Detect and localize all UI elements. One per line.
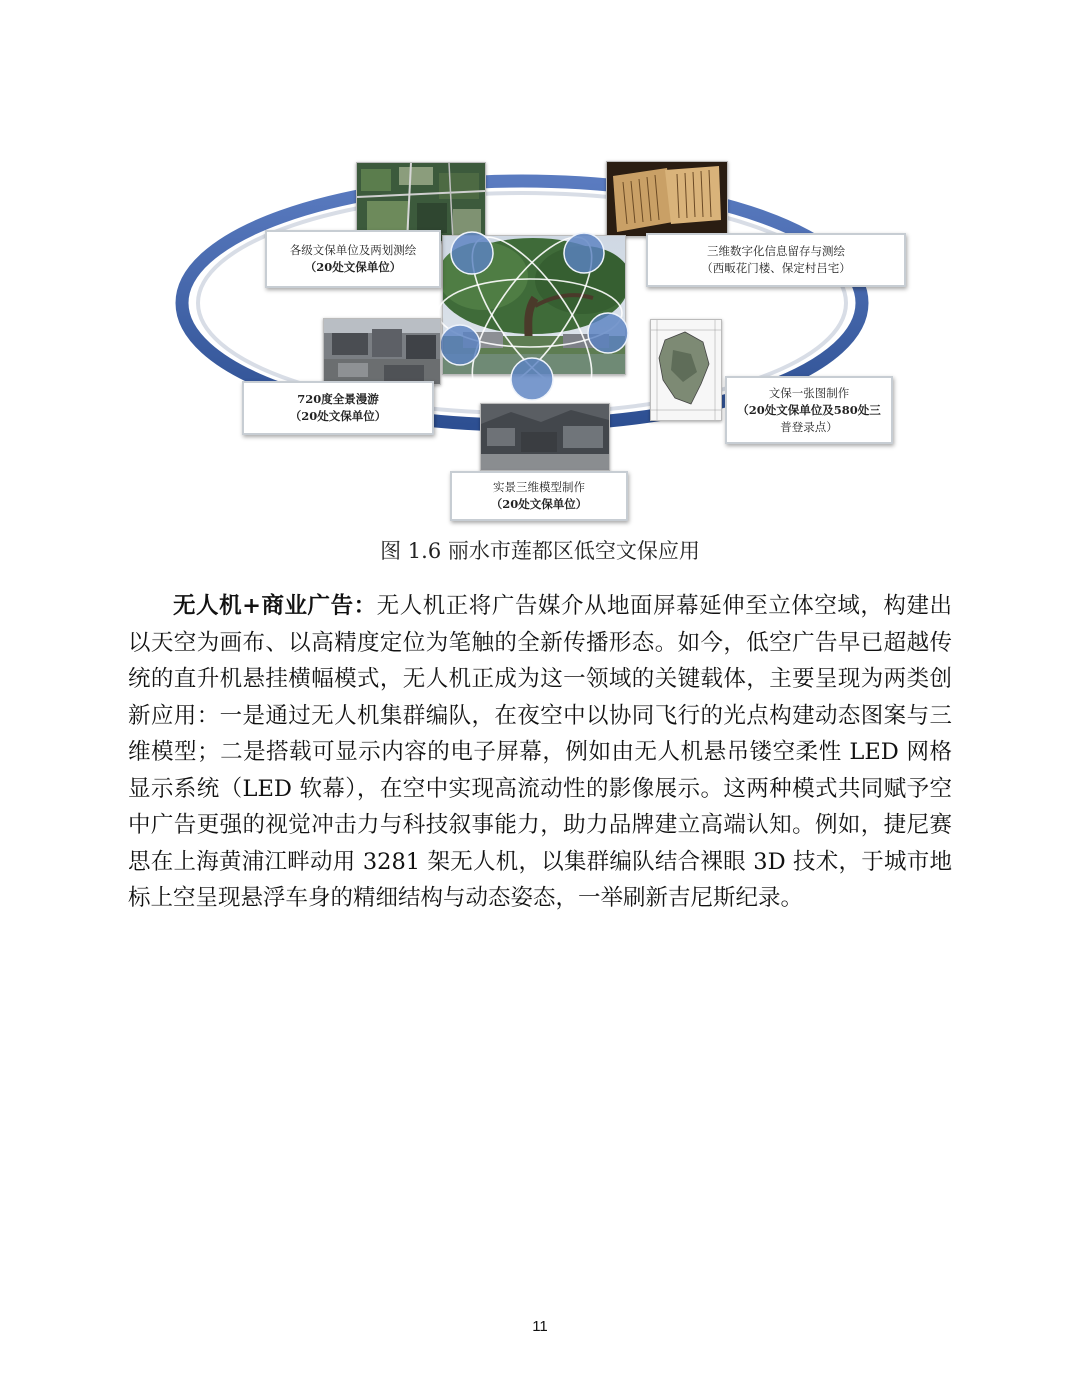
label-3d-model-line1: 实景三维模型制作 <box>493 480 585 494</box>
label-3d-digital <box>646 233 906 287</box>
label-3d-digital-line1: 三维数字化信息留存与测绘 <box>707 244 845 258</box>
label-panorama-line1: 720度全景漫游 <box>297 392 379 406</box>
paragraph-lead: 无人机+商业广告： <box>173 593 377 619</box>
label-3d-model-line2: （20处文保单位） <box>490 497 588 511</box>
orbit-node <box>511 358 553 400</box>
label-survey-line1: 各级文保单位及两划测绘 <box>289 243 417 257</box>
figure-lowalt-heritage <box>170 155 910 530</box>
orbit-node <box>440 325 480 365</box>
figure-caption: 图 1.6 丽水市莲都区低空文保应用 <box>380 539 700 563</box>
label-heritage-map-line2: （20处文保单位及580处三 <box>737 402 881 417</box>
label-survey-line2: （20处文保单位） <box>304 260 402 274</box>
district-map-photo <box>650 319 722 421</box>
paragraph-body: 无人机正将广告媒介从地面屏幕延伸至立体空域，构建出以天空为画布、以高精度定位为笔触的全新传播形态。如今，低空广告早已超越传统的直升机悬挂横幅模式，无人机正成为这一领域的关键载体，主要呈现为两类创新应用：一是通过无人机集群编队，在夜空中以协同飞行的光点构建动态图案与三维模型；二是搭载可显示内容的电子屏幕，例如由无人机悬吊镂空柔性 LED 网格显示系统（LED 软幕），在空中实现高流动性的影像展示。这两种模式共同赋予空中广告更强的视觉冲击力与科技叙事能力，助力品牌建立高端认知。例如，捷尼赛思在上海黄浦江畔动用 3281 架无人机，以集群编队结合裸眼 3D 技术，于城市地标上空呈现悬浮车身的精细结构与动态姿态，一举刷新吉尼斯纪录。 <box>128 593 952 911</box>
orbit-node <box>451 232 493 274</box>
label-heritage-map-line1: 文保一张图制作 <box>768 385 850 400</box>
label-3d-model <box>450 471 628 521</box>
label-heritage-map <box>725 376 893 444</box>
3d-model-village-photo <box>480 403 610 471</box>
label-3d-digital-line2: （西畈花门楼、保定村吕宅） <box>701 261 851 275</box>
label-heritage-map-line3: 普登录点） <box>780 419 838 434</box>
label-panorama-line2: （20处文保单位） <box>289 409 387 423</box>
orbit-node <box>564 233 604 273</box>
body-paragraph <box>128 588 952 917</box>
panorama-village-photo <box>323 318 441 385</box>
label-survey <box>265 230 441 288</box>
label-panorama <box>242 381 434 435</box>
orbit-node <box>588 313 628 353</box>
page-number: 11 <box>532 1318 548 1335</box>
